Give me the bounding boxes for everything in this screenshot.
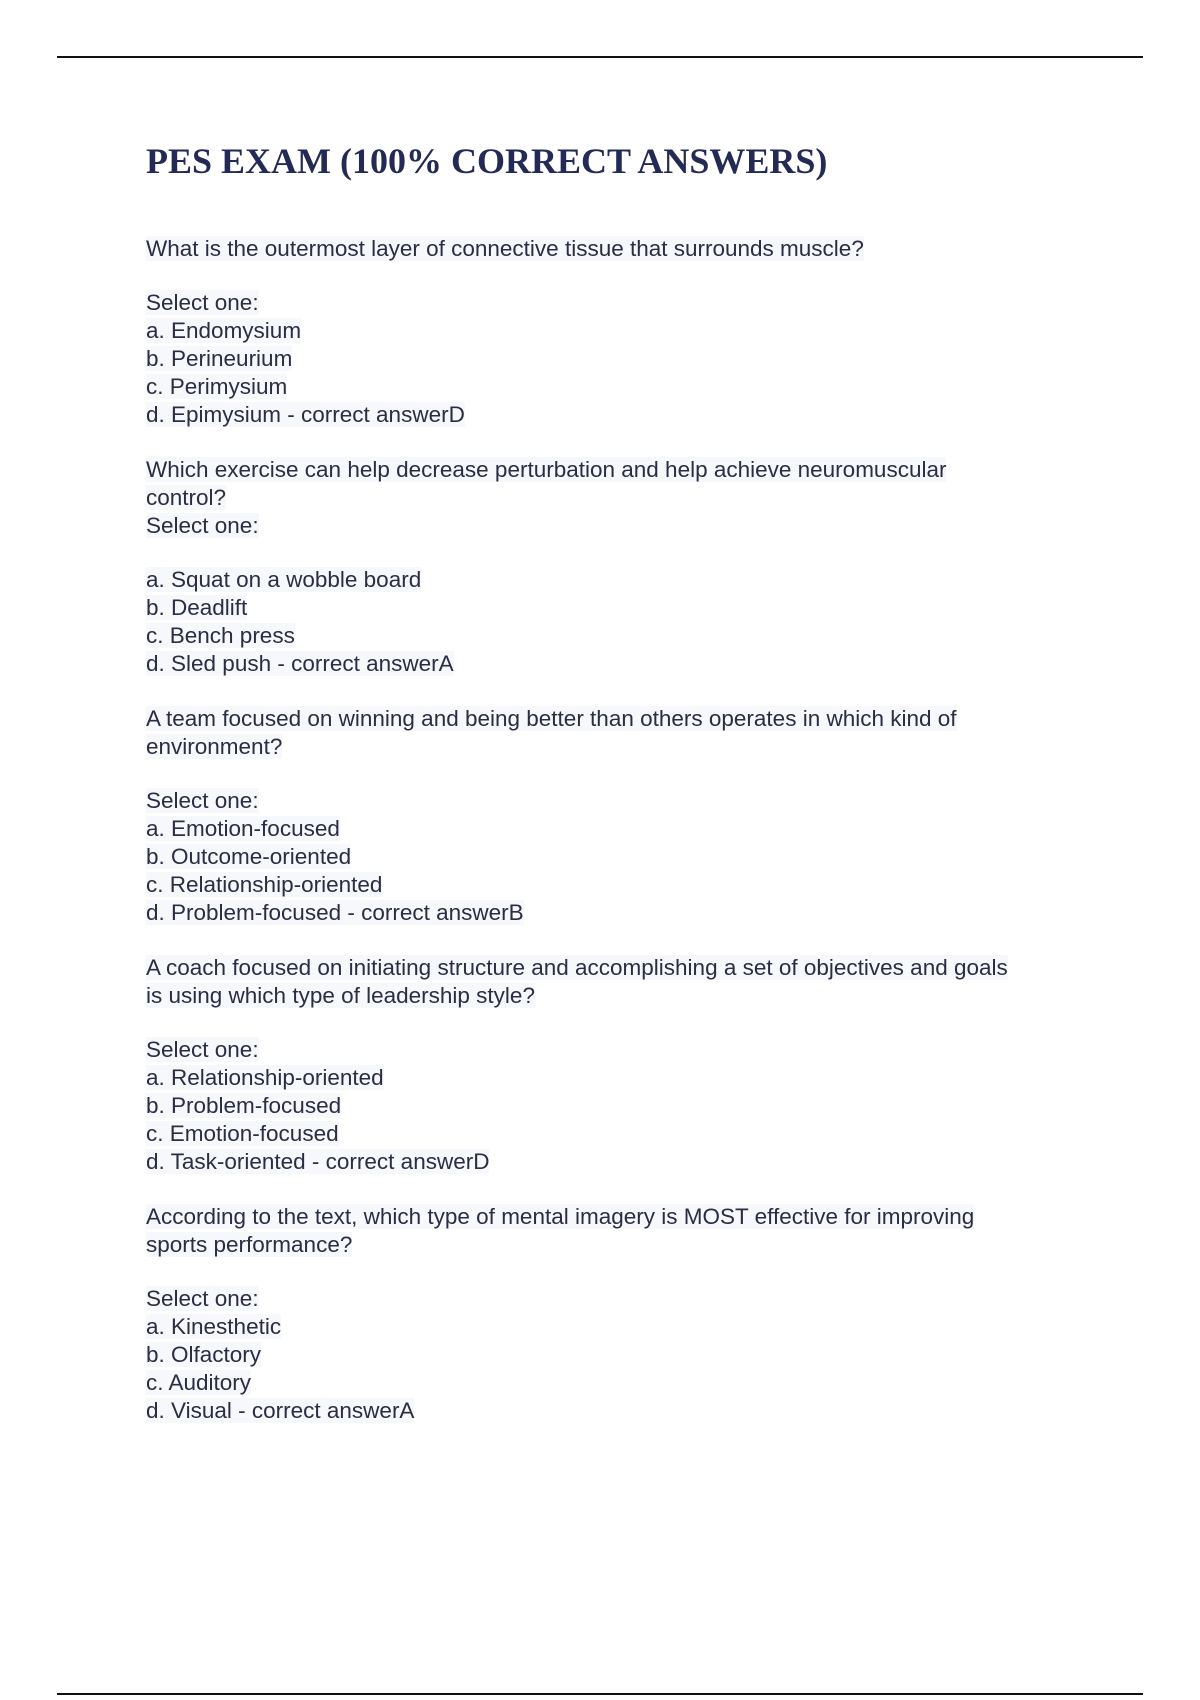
top-rule: [57, 56, 1143, 58]
document-title: PES EXAM (100% CORRECT ANSWERS): [146, 141, 828, 181]
select-label: Select one:: [146, 788, 259, 814]
option-d: d. Sled push - correct answerA: [146, 651, 454, 677]
select-label: Select one:: [146, 1037, 259, 1063]
question-prompt-continued: control?: [146, 485, 227, 511]
question-prompt: A team focused on winning and being better than others operates in which kind of: [146, 706, 957, 732]
option-b: b. Deadlift: [146, 595, 248, 621]
option-a: a. Squat on a wobble board: [146, 567, 422, 593]
option-b: b. Olfactory: [146, 1342, 262, 1368]
select-label: Select one:: [146, 1286, 259, 1312]
question-2: [146, 456, 1086, 678]
option-a: a. Kinesthetic: [146, 1314, 282, 1340]
option-a: a. Emotion-focused: [146, 816, 340, 842]
question-3: [146, 705, 1086, 927]
question-prompt: What is the outermost layer of connective tissue that surrounds muscle?: [146, 236, 864, 262]
option-d: d. Epimysium - correct answerD: [146, 402, 465, 428]
option-b: b. Perineurium: [146, 346, 293, 372]
option-a: a. Relationship-oriented: [146, 1065, 384, 1091]
option-c: c. Emotion-focused: [146, 1121, 339, 1147]
option-d: d. Visual - correct answerA: [146, 1398, 415, 1424]
select-label: Select one:: [146, 513, 259, 539]
bottom-rule: [57, 1693, 1143, 1695]
question-prompt: According to the text, which type of mental imagery is MOST effective for improving: [146, 1204, 975, 1230]
select-label: Select one:: [146, 290, 259, 316]
document-body: [146, 140, 1086, 1452]
option-d: d. Problem-focused - correct answerB: [146, 900, 524, 926]
question-prompt: A coach focused on initiating structure and accomplishing a set of objectives and goals: [146, 955, 1008, 981]
option-b: b. Problem-focused: [146, 1093, 342, 1119]
option-a: a. Endomysium: [146, 318, 302, 344]
question-5: [146, 1203, 1086, 1425]
option-d: d. Task-oriented - correct answerD: [146, 1149, 490, 1175]
option-b: b. Outcome-oriented: [146, 844, 352, 870]
question-1: [146, 235, 1086, 429]
question-prompt-continued: is using which type of leadership style?: [146, 983, 535, 1009]
option-c: c. Perimysium: [146, 374, 288, 400]
question-prompt-continued: environment?: [146, 734, 283, 760]
question-prompt: Which exercise can help decrease perturbation and help achieve neuromuscular: [146, 457, 947, 483]
option-c: c. Relationship-oriented: [146, 872, 383, 898]
option-c: c. Auditory: [146, 1370, 252, 1396]
option-c: c. Bench press: [146, 623, 295, 649]
question-4: [146, 954, 1086, 1176]
question-prompt-continued: sports performance?: [146, 1232, 353, 1258]
